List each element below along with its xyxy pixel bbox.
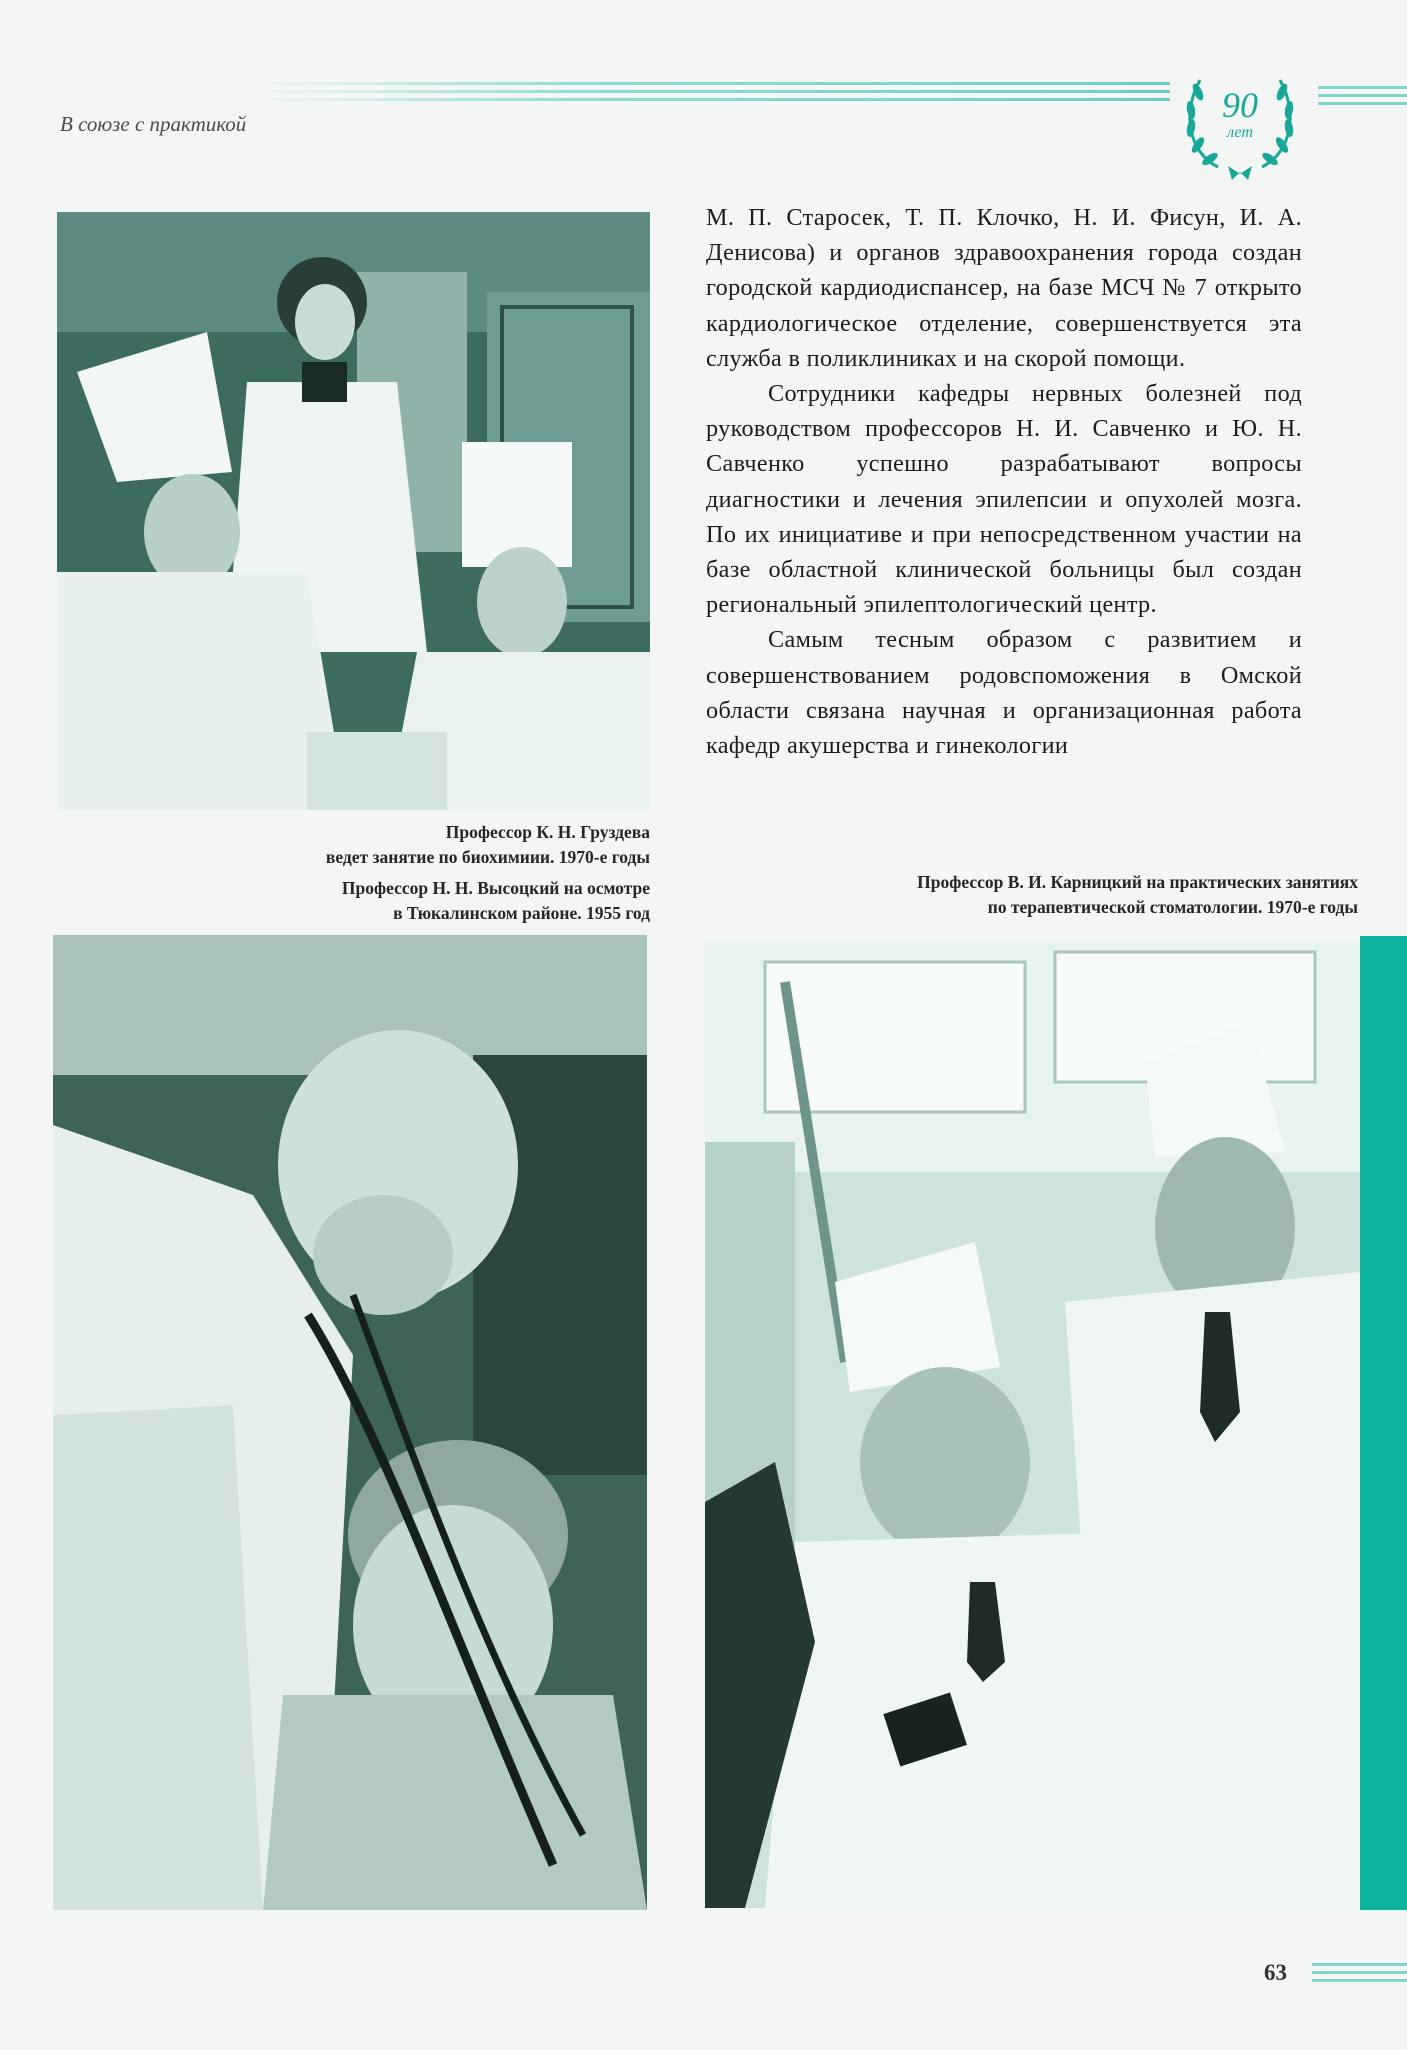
photo-biochemistry-class: [57, 212, 650, 810]
emblem-word: лет: [1227, 124, 1253, 141]
caption-photo-2: [130, 876, 650, 926]
page-number: 63: [1264, 1960, 1287, 1985]
anniversary-laurel-emblem: [1178, 62, 1302, 182]
accent-side-bar: [1360, 936, 1407, 1910]
caption-photo-1-line-1: Профессор К. Н. Груздева: [445, 822, 650, 842]
paragraph-2: Сотрудники кафедры нервных болезней под руководством профессоров Н. И. Савченко и Ю. Н. Савченко успешно разрабатывают вопросы диагностики и лечения эпилепсии и опухолей мозга. По их инициативе и при непосредственном участии на базе областной клинической больницы был создан региональный эпилептологический центр.: [706, 380, 1302, 619]
header-rule: [250, 82, 1170, 104]
caption-photo-3-line-2: по терапевтической стоматологии. 1970-е годы: [987, 897, 1358, 917]
paragraph-1: М. П. Старосек, Т. П. Клочко, Н. И. Фисун, И. А. Денисова) и органов здравоохранения города создан городской кардиодиспансер, на базе МСЧ № 7 открыто кардиологическое отделение, совершенствуется эта служба в поликлиниках и на скорой помощи.: [706, 204, 1302, 372]
paragraph-3: Самым тесным образом с развитием и совершенствованием родовспоможения в Омской области связана научная и организационная работа кафедр акушерства и гинекологии: [706, 626, 1302, 760]
caption-photo-3-line-1: Профессор В. И. Карницкий на практических занятиях: [917, 872, 1358, 892]
photo-medical-examination: [53, 935, 647, 1910]
caption-photo-2-line-1: Профессор Н. Н. Высоцкий на осмотре: [341, 878, 650, 898]
photo-dentistry-practice: [705, 942, 1360, 1908]
emblem-number: 90: [1222, 85, 1258, 125]
header-rule-right: [1318, 86, 1407, 108]
footer-rule: [1312, 1963, 1407, 1987]
caption-photo-2-line-2: в Тюкалинском районе. 1955 год: [393, 903, 650, 923]
caption-photo-1-line-2: ведет занятие по биохимиии. 1970-е годы: [325, 847, 650, 867]
article-text: [706, 200, 1302, 763]
section-title: В союзе с практикой: [60, 112, 247, 136]
caption-photo-3: [658, 870, 1358, 920]
caption-photo-1: [130, 820, 650, 870]
